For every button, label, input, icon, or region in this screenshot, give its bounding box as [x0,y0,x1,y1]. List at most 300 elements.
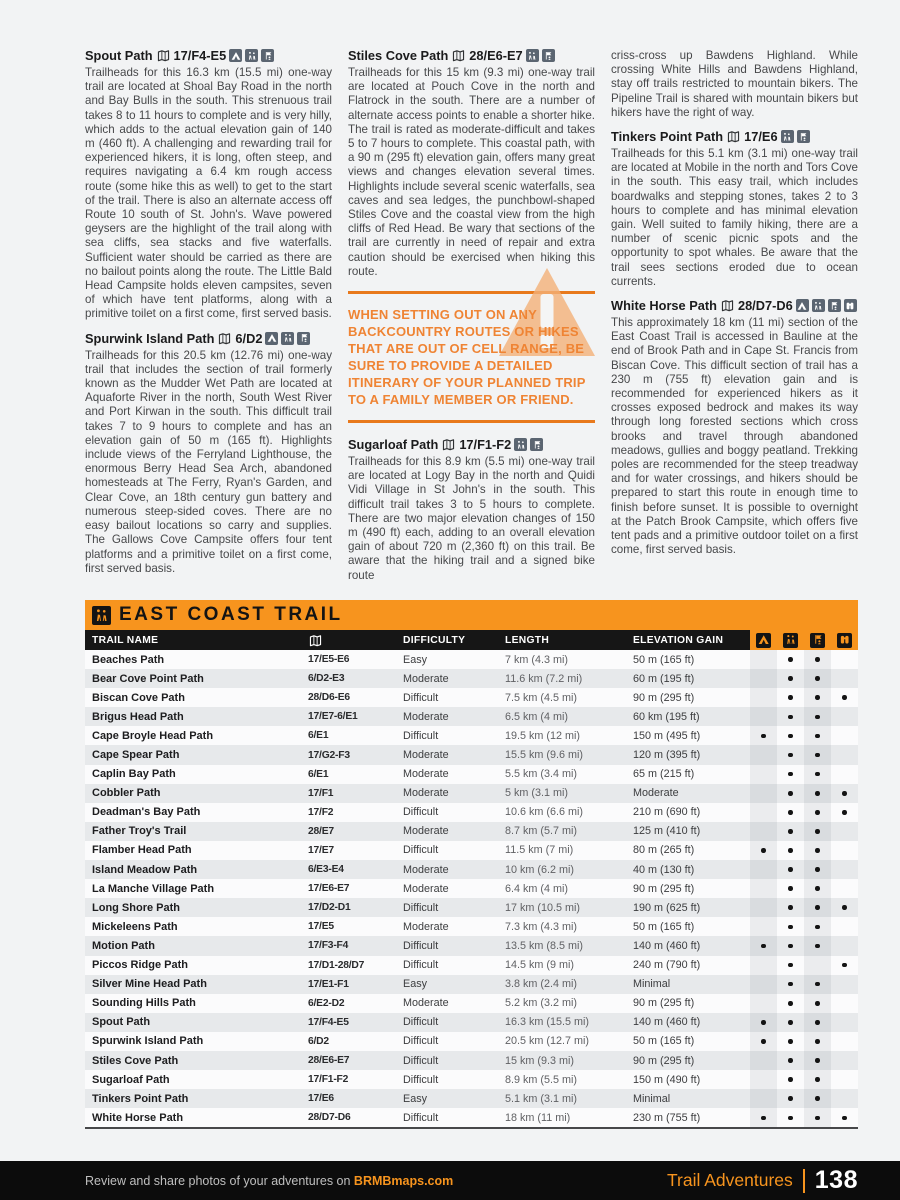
activity-dot [788,963,793,968]
activity-flag-person-cell [804,726,831,745]
difficulty-cell: Easy [403,653,428,666]
activity-flag-person-cell [804,1108,831,1127]
column-header-length: LENGTH [505,634,550,646]
activity-hikers-cell [777,1070,804,1089]
footer-note-text: Review and share photos of your adventures on [85,1173,354,1188]
length-cell: 5.5 km (3.4 mi) [505,768,577,781]
column-header-elevation-gain: ELEVATION GAIN [633,634,724,646]
activity-binoculars-cell [831,841,858,860]
table-row [85,1032,858,1051]
activity-dot [788,1077,793,1082]
length-cell: 20.5 km (12.7 mi) [505,1035,590,1048]
activity-flag-person-cell [804,936,831,955]
elevation-cell: 150 m (495 ft) [633,729,701,742]
activity-dot [815,982,820,987]
activity-dot [815,791,820,796]
activity-binoculars-cell [831,1032,858,1051]
activity-binoculars-cell [831,803,858,822]
table-row [85,1013,858,1032]
activity-tent-cell [750,745,777,764]
difficulty-cell: Moderate [403,825,449,838]
map-book-icon [720,299,735,312]
section-heading [348,48,595,63]
activity-dot [788,886,793,891]
activity-binoculars-cell [831,1108,858,1127]
activity-dot [788,657,793,662]
table-body [85,650,858,1127]
difficulty-cell: Difficult [403,729,439,742]
activity-flag-person-cell [804,1051,831,1070]
section-name: Trail Adventures [666,1170,793,1190]
difficulty-cell: Difficult [403,901,439,914]
elevation-cell: 80 m (265 ft) [633,844,695,857]
trail-description: Trailheads for this 15 km (9.3 mi) one-way trail are located at Pouch Cove in the north and Flatrock in the south. There are a number of alternate access points to enable a shorter hike. The trail is rated as moderate-difficult and takes 5 to 7 hours to complete. This coastal path, with a 90 m (295 ft) elevation gain, offers many great views and changes elevation several times. Highlights include several scenic waterfalls, sea caves and sea ledges, the punchbowl-shaped Stiles Cove and the coastal view from the high cliffs of Red Head. Be wary that sections of the trail are currently in need of repair and extra caution should be exercised when hiking this route. [348,66,595,278]
hikers-icon [514,438,527,451]
difficulty-cell: Moderate [403,672,449,685]
table-row [85,860,858,879]
section-heading [85,48,332,63]
activity-tent-cell [750,917,777,936]
activity-hikers-cell [777,917,804,936]
activity-dot [815,1039,820,1044]
map-ref-cell: 28/E7 [308,825,334,837]
map-ref-cell: 17/G2-F3 [308,749,350,761]
table-row [85,726,858,745]
flag-person-icon [542,49,555,62]
map-ref-cell: 17/E1-F1 [308,978,349,990]
table-title-band [85,600,858,630]
activity-hikers-cell [777,1013,804,1032]
difficulty-cell: Easy [403,1092,428,1105]
map-ref-cell: 17/E7 [308,844,334,856]
activity-dot [788,695,793,700]
table-row [85,956,858,975]
map-ref-cell: 6/E1 [308,730,329,742]
map-reference: 17/F1-F2 [459,437,512,453]
trail-name-cell: Bear Cove Point Path [92,672,204,685]
trail-name-cell: Beaches Path [92,653,165,666]
tent-icon [265,332,278,345]
activity-tent-cell [750,822,777,841]
map-reference: 17/E6 [744,129,778,145]
activity-flag-person-cell [804,994,831,1013]
elevation-cell: 125 m (410 ft) [633,825,701,838]
activity-dot [842,905,847,910]
trail-name-cell: Cobbler Path [92,787,161,800]
activity-binoculars-cell [831,822,858,841]
elevation-cell: Minimal [633,978,671,991]
difficulty-cell: Difficult [403,844,439,857]
activity-tent-cell [750,707,777,726]
activity-dot [815,944,820,949]
activity-dot [815,867,820,872]
activity-dot [788,1096,793,1101]
length-cell: 16.3 km (15.5 mi) [505,1016,590,1029]
activity-flag-person-cell [804,822,831,841]
map-ref-cell: 17/F1-F2 [308,1074,349,1086]
difficulty-cell: Difficult [403,1111,439,1124]
column-header-map [308,634,403,647]
trail-name-cell: Deadman's Bay Path [92,806,201,819]
activity-dot [788,1039,793,1044]
map-ref-cell: 17/F3-F4 [308,940,349,952]
trail-section-title: Spurwink Island Path [85,330,215,346]
activity-flag-person-cell [804,898,831,917]
length-cell: 15 km (9.3 mi) [505,1054,574,1067]
activity-dot [788,944,793,949]
activity-flag-person-cell [804,879,831,898]
activity-hikers-cell [777,669,804,688]
map-ref-cell: 17/E6-E7 [308,883,350,895]
activity-dot [842,963,847,968]
activity-flag-person-cell [804,803,831,822]
activity-binoculars-cell [831,956,858,975]
activity-dot [788,1058,793,1063]
table-row [85,688,858,707]
activity-flag-person-cell [804,688,831,707]
map-reference: 28/D7-D6 [737,298,793,314]
difficulty-cell: Moderate [403,920,449,933]
activity-hikers-cell [777,707,804,726]
activity-hikers-cell [777,1089,804,1108]
activity-hikers-cell [777,898,804,917]
length-cell: 5.1 km (3.1 mi) [505,1092,577,1105]
page-number: 138 [814,1166,858,1194]
trail-section-title: Tinkers Point Path [611,129,724,145]
table-row [85,707,858,726]
tent-icon [796,299,809,312]
activity-dot [815,1020,820,1025]
map-reference: 28/E6-E7 [469,48,523,63]
flag-person-icon [828,299,841,312]
length-cell: 15.5 km (9.6 mi) [505,749,583,762]
activity-dot [788,925,793,930]
activity-binoculars-cell [831,707,858,726]
safety-callout [348,291,595,423]
map-book-icon [726,130,741,143]
hikers-icon [781,130,794,143]
table-row [85,669,858,688]
activity-binoculars-cell [831,650,858,669]
elevation-cell: 50 m (165 ft) [633,1035,695,1048]
activity-dot [815,657,820,662]
activity-hikers-cell [777,1108,804,1127]
trail-description: Trailheads for this 8.9 km (5.5 mi) one-way trail are located at Logy Bay in the north and Quidi Vidi Village in St John's in the south. This difficult trail takes 3 to 5 hours to complete. There are two major elevation changes of 150 m (490 ft) each, adding to an overall elevation gain of about 720 m (2,360 ft) on this trail. Be aware that the hiking trail and a signed bike route [348,455,595,582]
table-row [85,994,858,1013]
section-heading [611,298,858,313]
activity-binoculars-cell [831,784,858,803]
flag-person-icon [810,633,825,648]
trail-name-cell: Tinkers Point Path [92,1092,189,1105]
activity-flag-person-cell [804,745,831,764]
tent-icon [229,49,242,62]
activity-binoculars-cell [831,860,858,879]
activity-dot [788,867,793,872]
map-book-icon [217,332,232,345]
activity-binoculars-cell [831,898,858,917]
activity-dot [815,829,820,834]
activity-binoculars-cell [831,726,858,745]
activity-binoculars-cell [831,936,858,955]
activity-flag-person-cell [804,1089,831,1108]
activity-flag-person-cell [804,956,831,975]
tent-icon [756,633,771,648]
activity-hikers-cell [777,822,804,841]
activity-dot [815,676,820,681]
activity-dot [788,772,793,777]
activity-dot [815,810,820,815]
elevation-cell: 150 m (490 ft) [633,1073,701,1086]
article-column-3 [611,46,858,600]
footer-note [85,1174,453,1188]
table-title: EAST COAST TRAIL [119,604,343,625]
activity-tent-cell [750,1032,777,1051]
activity-hikers-cell [777,1032,804,1051]
trail-name-cell: Cape Broyle Head Path [92,729,214,742]
activity-tent-cell [750,936,777,955]
activity-tent-cell [750,1013,777,1032]
elevation-cell: 50 m (165 ft) [633,920,695,933]
length-cell: 10 km (6.2 mi) [505,863,574,876]
map-ref-cell: 17/F2 [308,806,334,818]
length-cell: 11.6 km (7.2 mi) [505,672,583,685]
table-row [85,1070,858,1089]
elevation-cell: 40 m (130 ft) [633,863,695,876]
hikers-icon [526,49,539,62]
length-cell: 14.5 km (9 mi) [505,959,574,972]
activity-tent-cell [750,784,777,803]
map-ref-cell: 28/E6-E7 [308,1055,350,1067]
activity-dot [815,905,820,910]
activity-hikers-cell [777,650,804,669]
map-ref-cell: 6/D2-E3 [308,673,345,685]
trail-name-cell: Brigus Head Path [92,710,184,723]
activity-dot [788,753,793,758]
elevation-cell: 140 m (460 ft) [633,939,701,952]
flag-person-icon [797,130,810,143]
activity-tent-cell [750,994,777,1013]
difficulty-cell: Easy [403,978,428,991]
section-heading [611,129,858,144]
activity-binoculars-cell [831,879,858,898]
map-ref-cell: 28/D7-D6 [308,1112,351,1124]
activity-tent-cell [750,860,777,879]
elevation-cell: 65 m (215 ft) [633,768,695,781]
activity-dot [815,886,820,891]
activity-tent-cell [750,975,777,994]
map-ref-cell: 6/D2 [308,1035,329,1047]
trail-description: Trailheads for this 20.5 km (12.76 mi) one-way trail that includes the section of trail formerly known as the Mudder Wet Path are located at Aquaforte River in the north, South West River and Port Kirwan in the south. This difficult trail takes 7 to 9 hours to complete and has an elevation gain of 50 m (165 ft). Highlights include views of the Ferryland Lighthouse, the enormous Berry Head Sea Arch, abandoned homesteads at The Ferry, Ryan's Garden, and Clear Cove, an 18th century gun battery and numerous steep-sided coves. There are no easy bailout locations so carry and supplies. The Gallows Cove Campsite offers four tent platforms and a primitive toilet on a first come, first served basis. [85,348,332,575]
trail-name-cell: Motion Path [92,939,155,952]
activity-dot [788,676,793,681]
page-footer [0,1161,900,1200]
map-ref-cell: 6/E1 [308,768,329,780]
difficulty-cell: Difficult [403,939,439,952]
activity-hikers-cell [777,879,804,898]
hikers-icon [245,49,258,62]
brmbmaps-link: BRMBmaps.com [353,1173,454,1188]
table-row [85,879,858,898]
activity-hikers-cell [777,994,804,1013]
activity-hikers-cell [777,936,804,955]
binoculars-icon [837,633,852,648]
table-row [85,936,858,955]
activity-tent-cell [750,669,777,688]
trail-name-cell: White Horse Path [92,1111,184,1124]
activity-binoculars-cell [831,1070,858,1089]
trail-description: Trailheads for this 5.1 km (3.1 mi) one-way trail are located at Mobile in the north and Tors Cove in the south. This easy trail, which includes boardwalks and stepping stones, takes 2 to 3 hours to complete and has minimal elevation gain. Well suited to family hiking, there are a number of scenic picnic spots and the opportunity to spot whales. Be aware that the trail sees sections eroded due to ocean currents. [611,147,858,288]
map-ref-cell: 17/E5 [308,921,334,933]
activity-tent-cell [750,1070,777,1089]
activity-hikers-cell [777,841,804,860]
trail-description-continued: criss-cross up Bawdens Highland. While crossing White Hills and Bawdens Highland, stay off trails restricted to mountain bikers. The Pipeline Trail is shared with mountain bikers but hikers have the right of way. [611,49,858,119]
activity-flag-person-cell [804,707,831,726]
activity-dot [788,734,793,739]
activity-dot [842,695,847,700]
trail-name-cell: Cape Spear Path [92,749,180,762]
difficulty-cell: Difficult [403,806,439,819]
trail-section-title: Stiles Cove Path [348,48,449,63]
length-cell: 11.5 km (7 mi) [505,844,574,857]
activity-binoculars-cell [831,1089,858,1108]
table-row [85,803,858,822]
difficulty-cell: Moderate [403,749,449,762]
activity-binoculars-cell [831,1051,858,1070]
flag-person-icon [530,438,543,451]
activity-hikers-cell [777,803,804,822]
article-column-2 [348,46,595,600]
activity-tent-cell [750,1108,777,1127]
elevation-cell: Moderate [633,787,679,800]
footer-divider [803,1169,805,1193]
table-row [85,1089,858,1108]
length-cell: 6.4 km (4 mi) [505,882,568,895]
activity-hikers-cell [777,1051,804,1070]
table-row [85,975,858,994]
map-ref-cell: 17/E5-E6 [308,654,350,666]
activity-dot [761,1020,766,1025]
trail-name-cell: Silver Mine Head Path [92,978,207,991]
activity-dot [788,905,793,910]
difficulty-cell: Difficult [403,1073,439,1086]
trail-name-cell: Island Meadow Path [92,863,198,876]
activity-dot [815,1001,820,1006]
activity-dot [788,810,793,815]
length-cell: 8.9 km (5.5 mi) [505,1073,577,1086]
flag-person-icon [297,332,310,345]
activity-flag-person-cell [804,860,831,879]
section-heading [348,437,595,452]
activity-flag-person-cell [804,1032,831,1051]
activity-dot [788,982,793,987]
length-cell: 19.5 km (12 mi) [505,729,580,742]
trail-section-title: Sugarloaf Path [348,437,439,453]
flag-person-icon [261,49,274,62]
safety-callout-text: WHEN SETTING OUT ON ANY BACKCOUNTRY ROUTES OR HIKES THAT ARE OUT OF CELL RANGE, BE SURE TO PROVIDE A DETAILED ITINERARY OF YOUR PLANNED TRIP TO A FAMILY MEMBER OR FRIEND. [348,307,586,408]
difficulty-cell: Difficult [403,691,439,704]
activity-dot [761,848,766,853]
activity-flag-person-cell [804,841,831,860]
length-cell: 10.6 km (6.6 mi) [505,806,583,819]
activity-tent-cell [750,803,777,822]
map-book-icon [441,438,456,451]
activity-hikers-cell [777,784,804,803]
elevation-cell: Minimal [633,1092,671,1105]
activity-dot [815,734,820,739]
activity-dot [815,1058,820,1063]
activity-dot [788,848,793,853]
difficulty-cell: Moderate [403,863,449,876]
activity-dot [761,734,766,739]
activity-flag-person-cell [804,669,831,688]
hikers-icon [281,332,294,345]
table-row [85,917,858,936]
map-ref-cell: 17/F1 [308,787,334,799]
hikers-icon [783,633,798,648]
difficulty-cell: Moderate [403,787,449,800]
activity-dot [788,791,793,796]
activity-dot [788,1020,793,1025]
map-ref-cell: 28/D6-E6 [308,692,350,704]
table-row [85,784,858,803]
binoculars-icon [844,299,857,312]
activity-dot [815,1096,820,1101]
activity-tent-cell [750,650,777,669]
elevation-cell: 60 km (195 ft) [633,710,700,723]
difficulty-cell: Difficult [403,1054,439,1067]
elevation-cell: 120 m (395 ft) [633,749,701,762]
activity-hikers-cell [777,726,804,745]
table-row [85,822,858,841]
trail-name-cell: Piccos Ridge Path [92,959,188,972]
activity-dot [788,829,793,834]
activity-tent-cell [750,1051,777,1070]
map-ref-cell: 6/E2-D2 [308,997,345,1009]
map-ref-cell: 17/F4-E5 [308,1016,349,1028]
elevation-cell: 90 m (295 ft) [633,882,695,895]
activity-flag-person-cell [804,650,831,669]
activity-dot [761,944,766,949]
trail-name-cell: Sugarloaf Path [92,1073,170,1086]
trail-name-cell: Father Troy's Trail [92,825,187,838]
length-cell: 13.5 km (8.5 mi) [505,939,583,952]
length-cell: 7 km (4.3 mi) [505,653,568,666]
map-reference: 6/D2 [235,330,263,346]
map-reference: 17/F4-E5 [173,48,227,63]
trail-name-cell: Sounding Hills Path [92,997,196,1010]
length-cell: 5 km (3.1 mi) [505,787,568,800]
activity-dot [815,715,820,720]
activity-binoculars-cell [831,669,858,688]
length-cell: 6.5 km (4 mi) [505,710,568,723]
activity-dot [815,772,820,777]
activity-flag-person-cell [804,765,831,784]
map-book-icon [156,49,171,62]
difficulty-cell: Difficult [403,1016,439,1029]
trail-name-cell: La Manche Village Path [92,882,215,895]
map-ref-cell: 17/D2-D1 [308,902,351,914]
activity-flag-person-cell [804,917,831,936]
activity-binoculars-cell [831,745,858,764]
table-row [85,841,858,860]
activity-binoculars-cell [831,765,858,784]
trail-name-cell: Stiles Cove Path [92,1054,179,1067]
hikers-icon [812,299,825,312]
activity-tent-cell [750,688,777,707]
trail-name-cell: Mickeleens Path [92,920,178,933]
hikers-icon [92,606,111,625]
activity-flag-person-cell [804,1070,831,1089]
